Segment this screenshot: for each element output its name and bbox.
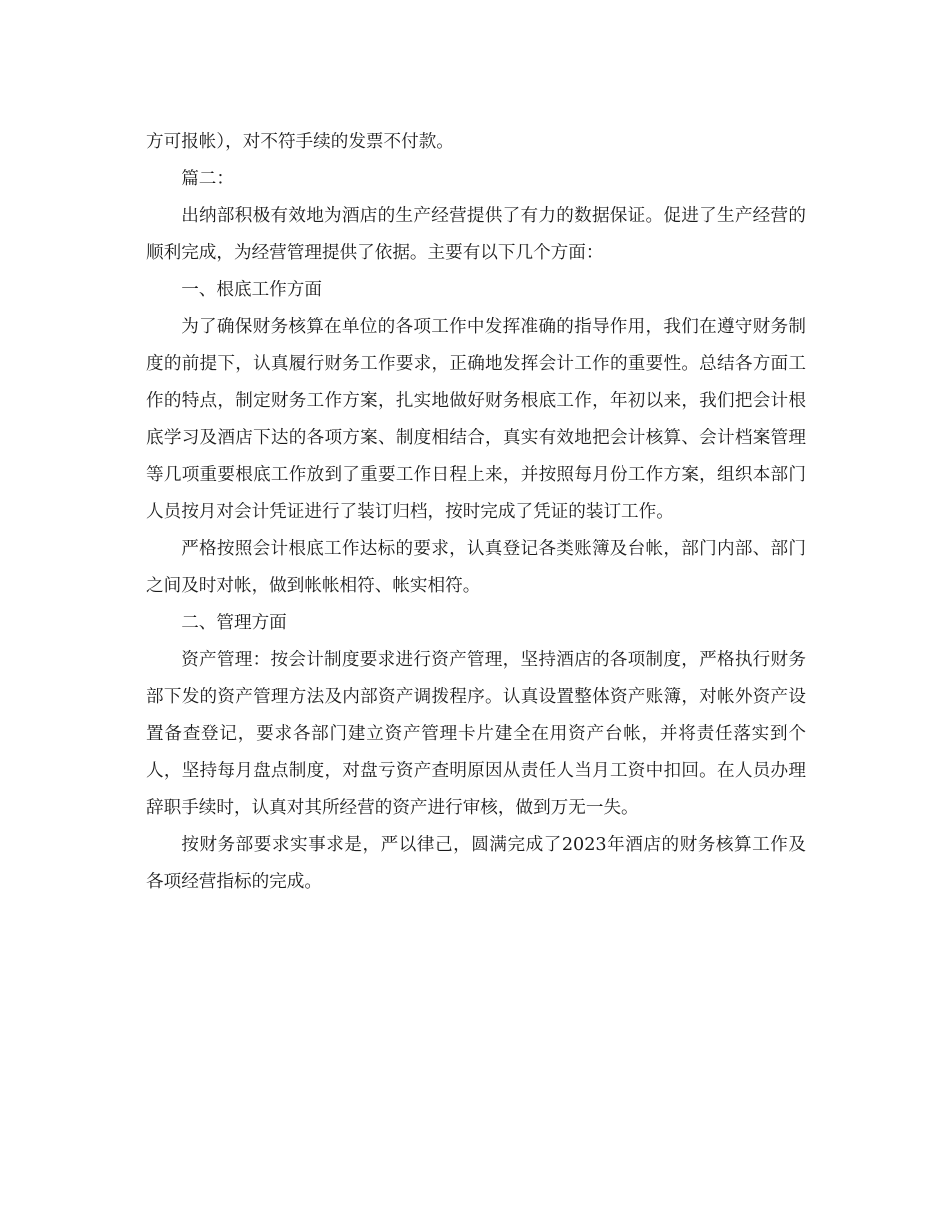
- document-body: [146, 124, 806, 901]
- paragraph-continuation: 方可报帐），对不符手续的发票不付款。: [146, 132, 454, 152]
- paragraph-conclusion: 按财务部要求实事求是，严以律己，圆满完成了2023年酒店的财务核算工作及各项经营指标的完成。: [146, 835, 806, 892]
- paragraph-intro: 出纳部积极有效地为酒店的生产经营提供了有力的数据保证。促进了生产经营的顺利完成，为经营管理提供了依据。主要有以下几个方面：: [146, 206, 806, 263]
- paragraph-basic-work: 为了确保财务核算在单位的各项工作中发挥准确的指导作用，我们在遵守财务制度的前提下，认真履行财务工作要求，正确地发挥会计工作的重要性。总结各方面工作的特点，制定财务工作方案，扎实地做好财务根底工作，年初以来，我们把会计根底学习及酒店下达的各项方案、制度相结合，真实有效地把会计核算、会计档案管理等几项重要根底工作放到了重要工作日程上来，并按照每月份工作方案，组织本部门人员按月对会计凭证进行了装订归档，按时完成了凭证的装订工作。: [146, 317, 806, 522]
- paragraph-bookkeeping: 严格按照会计根底工作达标的要求，认真登记各类账簿及台帐，部门内部、部门之间及时对帐，做到帐帐相符、帐实相符。: [146, 539, 806, 596]
- section-heading-basic-work: 一、根底工作方面: [181, 280, 322, 300]
- section-heading-management: 二、管理方面: [181, 613, 287, 633]
- section-label-part-two: 篇二：: [181, 169, 234, 189]
- paragraph-asset-management: 资产管理：按会计制度要求进行资产管理，坚持酒店的各项制度，严格执行财务部下发的资产管理方法及内部资产调拨程序。认真设置整体资产账簿，对帐外资产设置备查登记，要求各部门建立资产管理卡片建全在用资产台帐，并将责任落实到个人，坚持每月盘点制度，对盘亏资产查明原因从责任人当月工资中扣回。在人员办理辞职手续时，认真对其所经营的资产进行审核，做到万无一失。: [146, 650, 806, 818]
